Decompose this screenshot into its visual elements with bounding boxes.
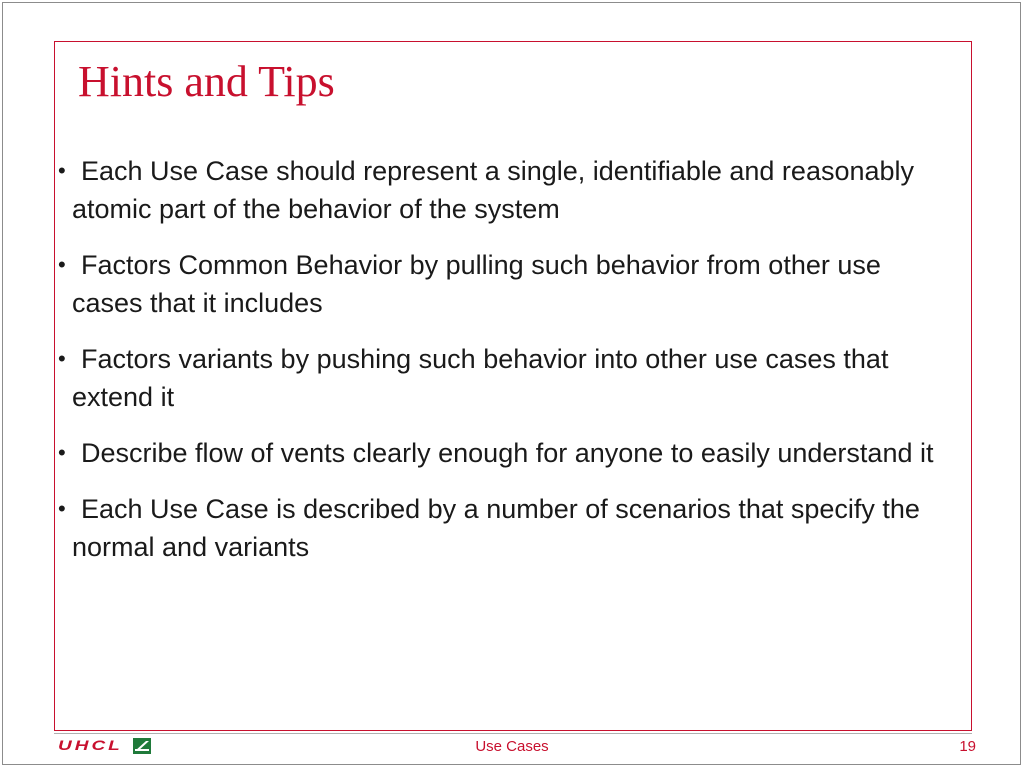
uhcl-logo: [58, 737, 151, 755]
bullet-text: Factors variants by pushing such behavior into other use cases that extend it: [72, 344, 889, 412]
logo-wordmark: UHCL: [58, 737, 123, 754]
bullet-icon: •: [58, 252, 66, 277]
bullet-text: Factors Common Behavior by pulling such behavior from other use cases that it includes: [72, 250, 881, 318]
bullet-icon: •: [58, 496, 66, 521]
bullet-item: [58, 490, 938, 566]
bullet-item: [58, 152, 938, 228]
bullet-item: [58, 434, 938, 472]
bullet-icon: •: [58, 158, 66, 183]
uhcl-logo-mark-icon: [133, 738, 151, 754]
bullet-icon: •: [58, 440, 66, 465]
bullet-item: [58, 246, 938, 322]
bullet-text: Describe flow of vents clearly enough for anyone to easily understand it: [81, 438, 934, 468]
page-number: 19: [959, 738, 976, 755]
bullet-icon: •: [58, 346, 66, 371]
footer-divider: [54, 733, 972, 734]
bullet-list: [58, 152, 938, 584]
bullet-item: [58, 340, 938, 416]
bullet-text: Each Use Case is described by a number of scenarios that specify the normal and variants: [72, 494, 920, 562]
slide-title: Hints and Tips: [78, 57, 335, 106]
footer-title-text: Use Cases: [475, 738, 549, 755]
bullet-text: Each Use Case should represent a single, identifiable and reasonably atomic part of the behavior of the system: [72, 156, 915, 224]
